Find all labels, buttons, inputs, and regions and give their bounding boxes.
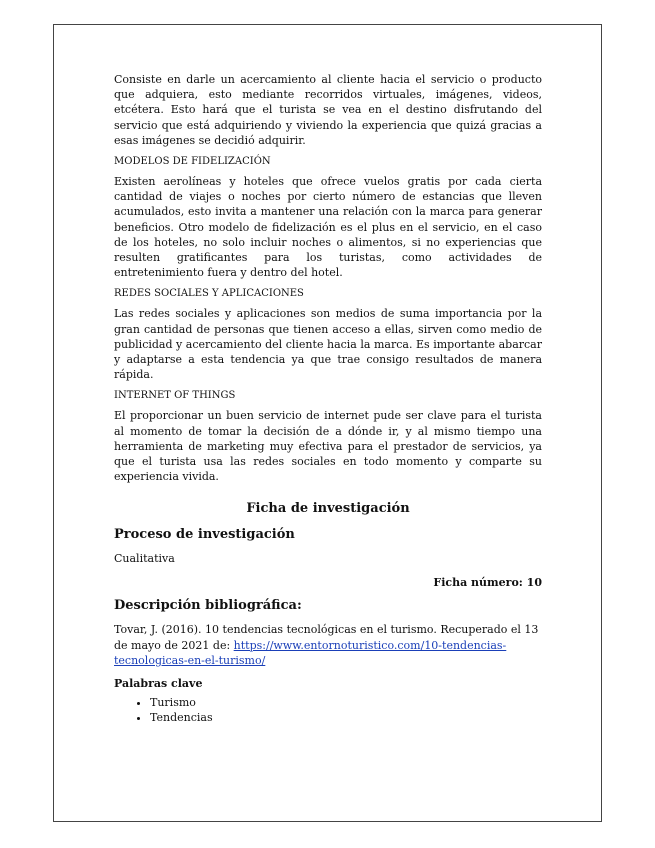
keywords-list <box>114 695 542 725</box>
citation-link[interactable]: https://www.entornoturistico.com/10-tendencias-tecnologicas-en-el-turismo/ <box>114 638 507 667</box>
iot-paragraph: El proporcionar un buen servicio de internet pude ser clave para el turista al momento de tomar la decisión de a dónde ir, y al mismo tiempo una herramienta de marketing muy efectiva para el prestador de servicios, ya que el turista usa las redes sociales en todo momento y comparte su experiencia vivida. <box>114 409 542 484</box>
list-item: • Tendencias <box>150 710 542 725</box>
iot-heading: INTERNET OF THINGS <box>114 390 236 402</box>
document-page <box>53 24 602 822</box>
proceso-heading: Proceso de investigación <box>114 526 295 542</box>
modelos-heading: MODELOS DE FIDELIZACIÓN <box>114 156 271 168</box>
ficha-title: Ficha de investigación <box>246 501 410 517</box>
modelos-paragraph: Existen aerolíneas y hoteles que ofrece vuelos gratis por cada cierta cantidad de viajes o noches por cierto número de estancias que lleven acumulados, esto invita a mantener una relación con la marca para generar beneficios. Otro modelo de fidelización es el plus en el servicio, en el caso de los hoteles, no solo incluir noches o alimentos, si no experiencias que resulten gratificantes para los turistas, como actividades de entretenimiento fuera y dentro del hotel. <box>114 175 542 280</box>
ficha-number: Ficha número: 10 <box>433 576 542 590</box>
citation-text: Tovar, J. (2016). 10 tendencias tecnológicas en el turismo. Recuperado el 13 de mayo de 2021 de: <box>114 623 539 652</box>
descripcion-heading: Descripción bibliográfica: <box>114 598 302 614</box>
keywords-heading: Palabras clave <box>114 677 203 691</box>
page-content <box>114 72 542 725</box>
list-item: • Turismo <box>150 695 542 710</box>
proceso-value: Cualitativa <box>114 551 175 565</box>
redes-paragraph: Las redes sociales y aplicaciones son medios de suma importancia por la gran cantidad de personas que tienen acceso a ellas, sirven como medio de publicidad y acercamiento del cliente hacia la marca. Es importante abarcar y adaptarse a esta tendencia ya que trae consigo resultados de manera rápida. <box>114 307 542 382</box>
citation <box>114 622 542 668</box>
redes-heading: REDES SOCIALES Y APLICACIONES <box>114 288 304 300</box>
intro-paragraph: Consiste en darle un acercamiento al cliente hacia el servicio o producto que adquiera, esto mediante recorridos virtuales, imágenes, videos, etcétera. Esto hará que el turista se vea en el destino disfrutando del servicio que está adquiriendo y viviendo la experiencia que quizá gracias a esas imágenes se decidió adquirir. <box>114 73 542 147</box>
